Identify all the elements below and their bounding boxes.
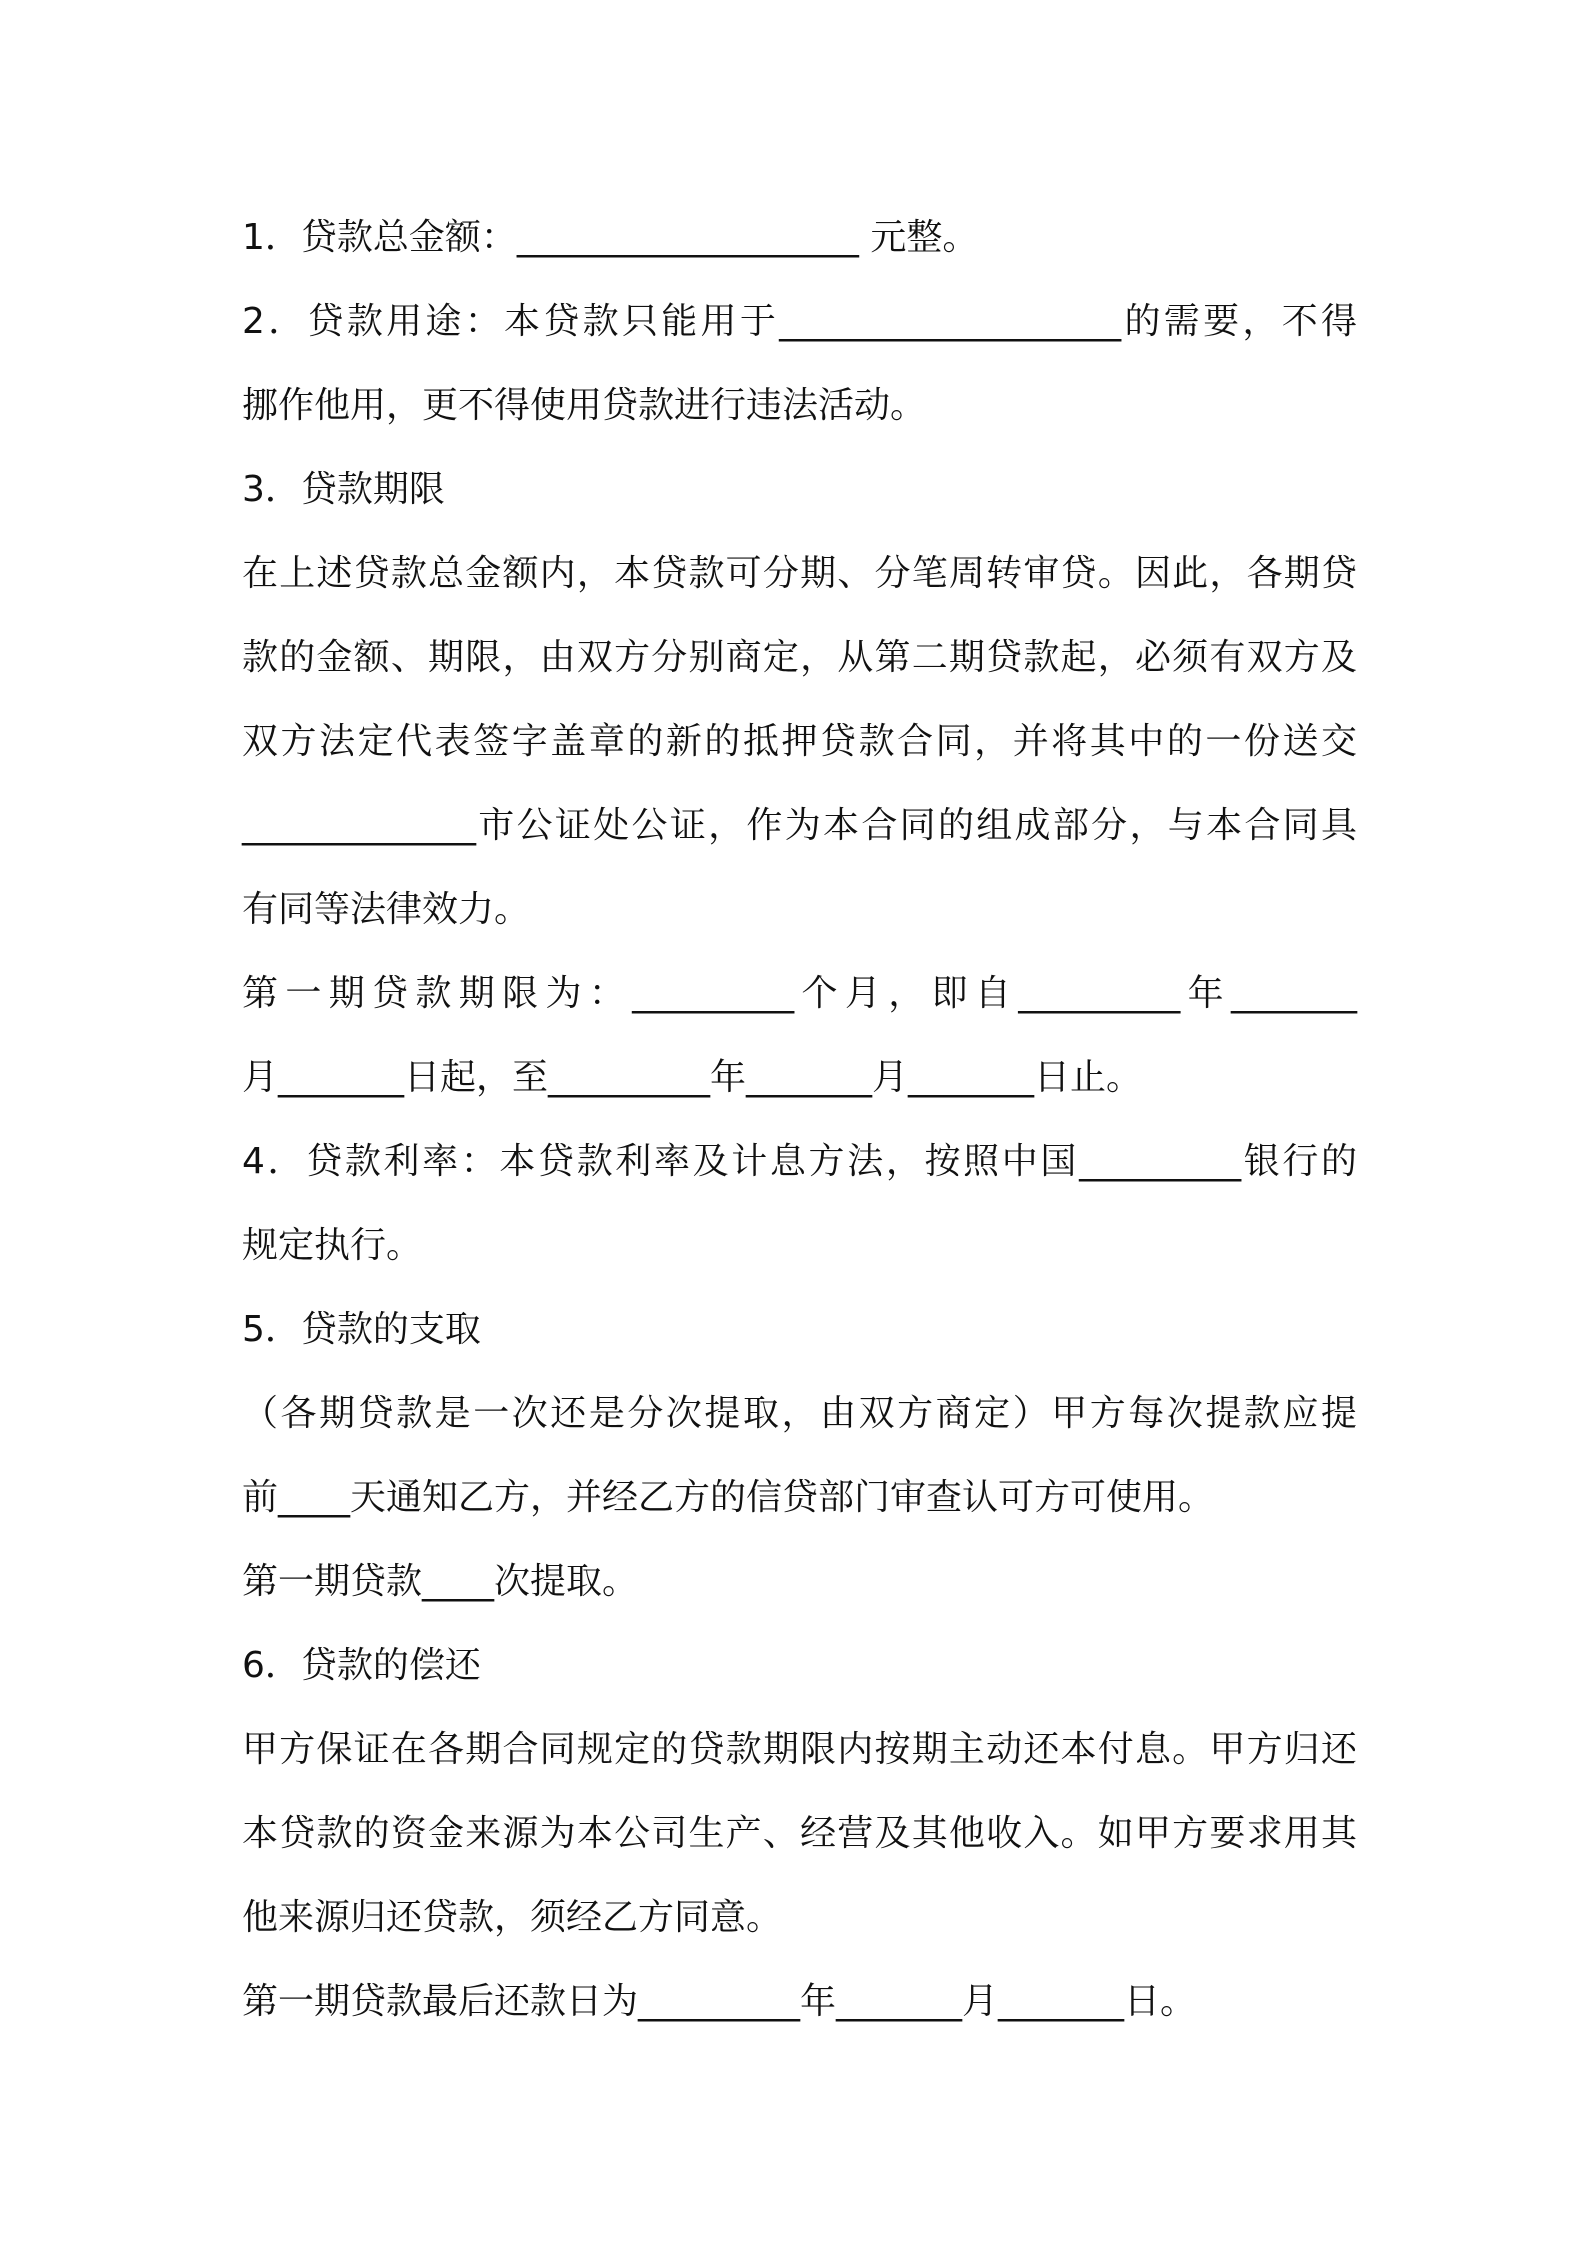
clause-4-rate-line-2: 规定执行。 xyxy=(242,1225,423,1266)
document-body xyxy=(242,196,1357,2044)
clause-3-paragraph-line-2: 款的金额、期限，由双方分别商定，从第二期贷款起，必须有双方及 xyxy=(242,637,1357,678)
clause-3-paragraph-line-5: 有同等法律效力。 xyxy=(242,889,531,930)
first-term-line-1: 第一期贷款期限为：_________个月，即自_________年_______ xyxy=(242,973,1357,1014)
clause-2-purpose-line-1: 2．贷款用途：本贷款只能用于___________________的需要，不得 xyxy=(242,301,1357,342)
clause-6-heading: 6．贷款的偿还 xyxy=(242,1645,481,1686)
clause-4-rate-line-1: 4．贷款利率：本贷款利率及计息方法，按照中国_________银行的 xyxy=(242,1141,1357,1182)
clause-5-heading: 5．贷款的支取 xyxy=(242,1309,481,1350)
clause-3-heading: 3．贷款期限 xyxy=(242,469,445,510)
clause-3-paragraph-line-4: _____________市公证处公证，作为本合同的组成部分，与本合同具 xyxy=(242,805,1357,846)
clause-5-paragraph-line-1: （各期贷款是一次还是分次提取，由双方商定）甲方每次提款应提 xyxy=(242,1393,1357,1434)
clause-6-paragraph-line-2: 本贷款的资金来源为本公司生产、经营及其他收入。如甲方要求用其 xyxy=(242,1813,1357,1854)
first-withdrawal-count: 第一期贷款____次提取。 xyxy=(242,1561,639,1602)
final-repayment-date: 第一期贷款最后还款日为_________年_______月_______日。 xyxy=(242,1981,1197,2022)
clause-2-purpose-line-2: 挪作他用，更不得使用贷款进行违法活动。 xyxy=(242,385,927,426)
clause-3-paragraph-line-3: 双方法定代表签字盖章的新的抵押贷款合同，并将其中的一份送交 xyxy=(242,721,1357,762)
first-term-line-2: 月_______日起，至_________年_______月_______日止。 xyxy=(242,1057,1143,1098)
clause-6-paragraph-line-3: 他来源归还贷款，须经乙方同意。 xyxy=(242,1897,783,1938)
clause-3-paragraph-line-1: 在上述贷款总金额内，本贷款可分期、分笔周转审贷。因此，各期贷 xyxy=(242,553,1357,594)
clause-1-total-amount: 1．贷款总金额：___________________ 元整。 xyxy=(242,217,979,258)
clause-6-paragraph-line-1: 甲方保证在各期合同规定的贷款期限内按期主动还本付息。甲方归还 xyxy=(242,1729,1357,1770)
clause-5-paragraph-line-2: 前____天通知乙方，并经乙方的信贷部门审查认可方可使用。 xyxy=(242,1477,1215,1518)
